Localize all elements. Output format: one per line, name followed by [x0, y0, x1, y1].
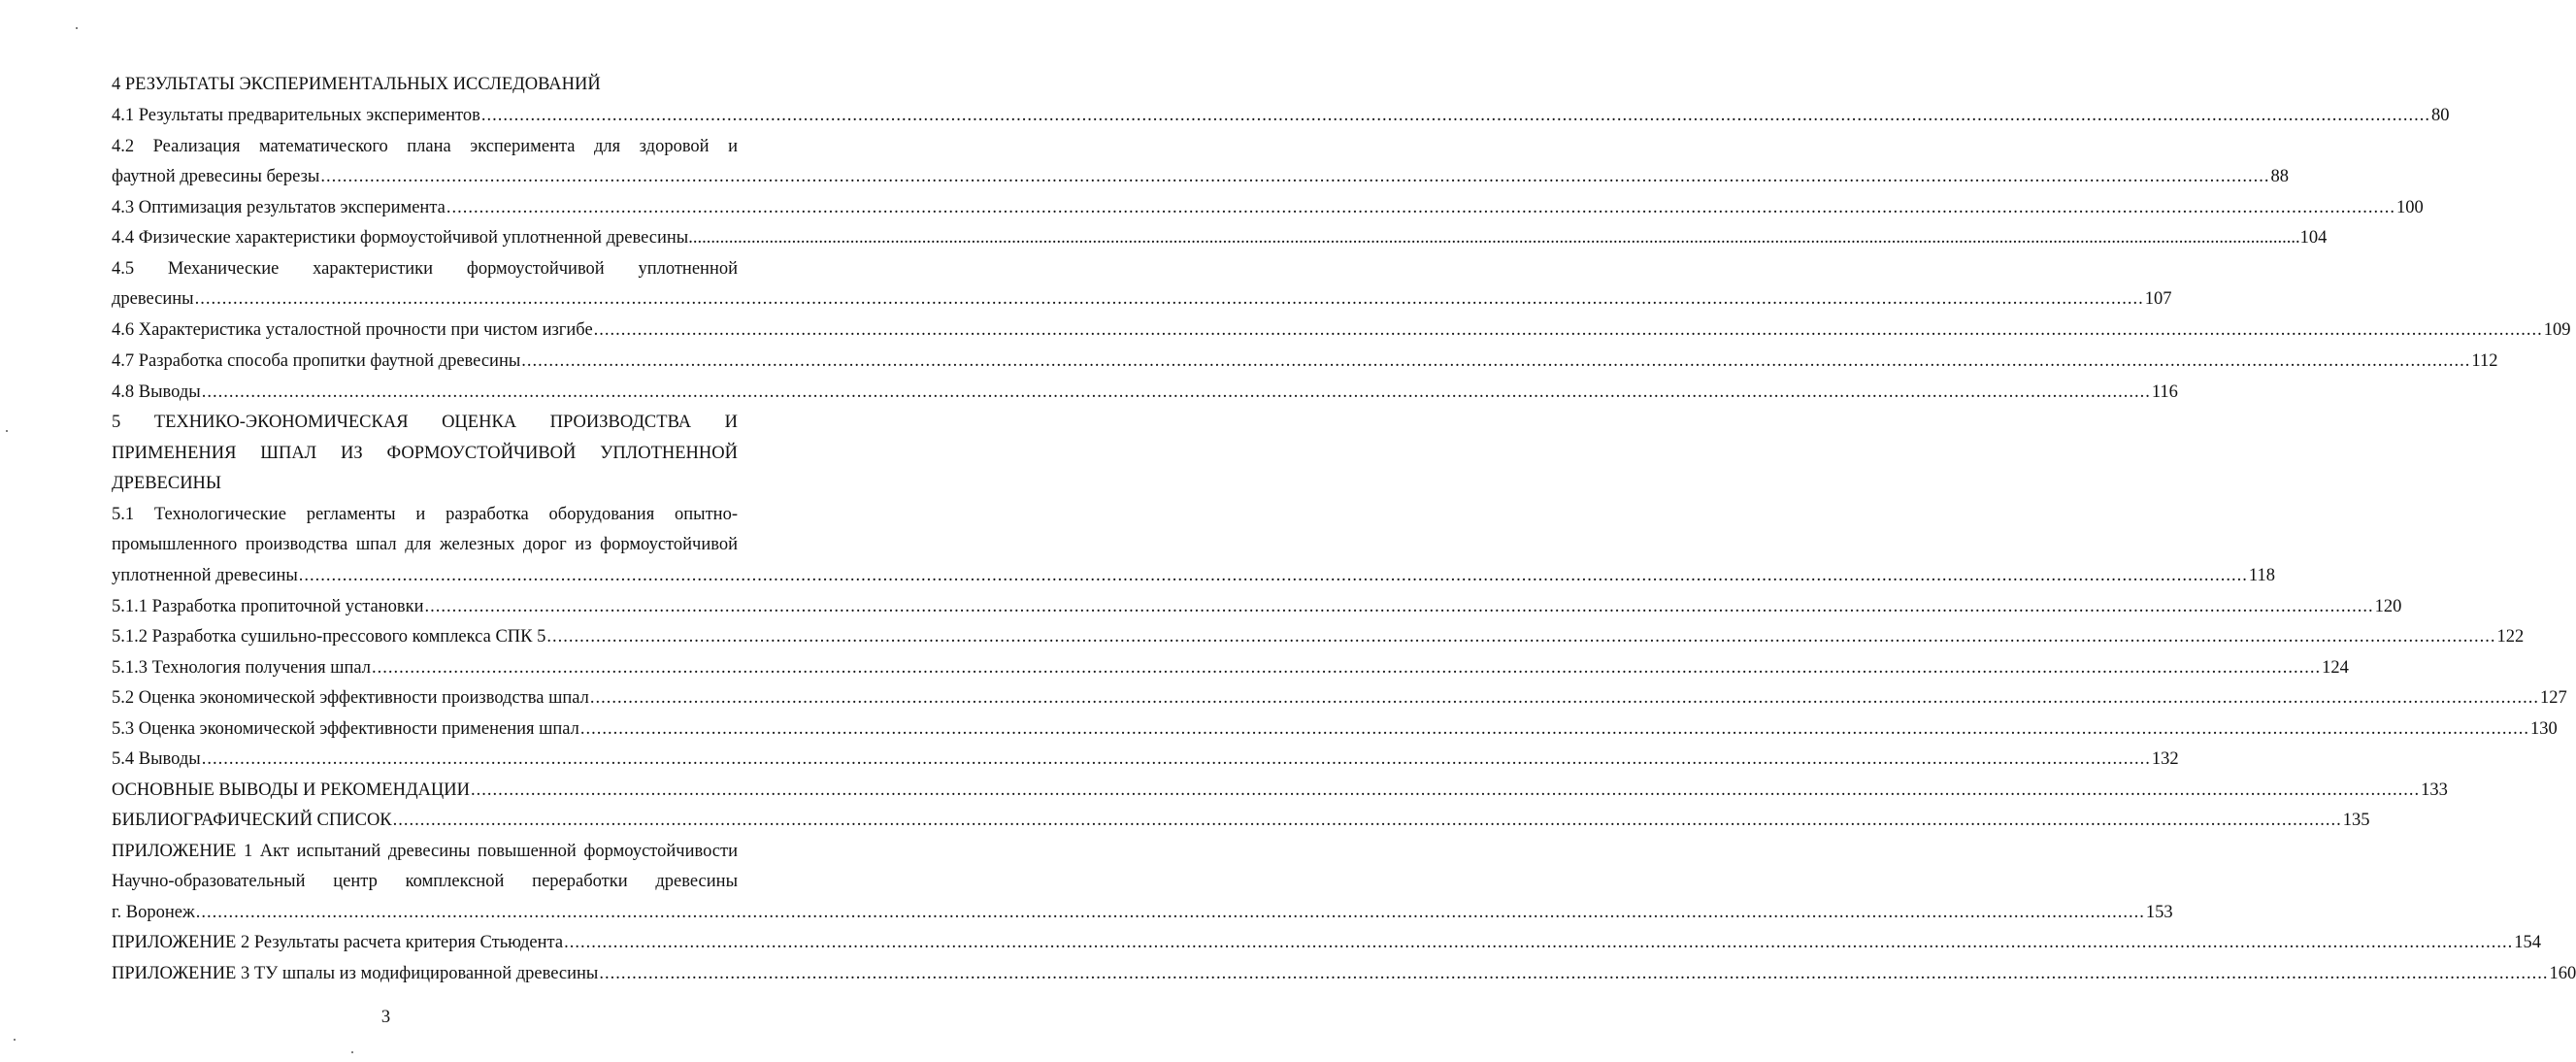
toc-dot-leader: [520, 347, 2471, 376]
toc-page-number: 130: [2530, 719, 2558, 739]
toc-entry-title: уплотненной древесины: [112, 566, 298, 585]
scan-speck: [76, 27, 78, 29]
toc-dot-leader: [424, 592, 2375, 621]
toc-heading-chapter-4: 4 РЕЗУЛЬТАТЫ ЭКСПЕРИМЕНТАЛЬНЫХ ИССЛЕДОВАНИЙ: [112, 75, 601, 94]
toc-entry-5-1-line2[interactable]: промышленного производства шпал для железных дорог из формоустойчивой: [112, 535, 738, 554]
toc-page-number: 80: [2431, 106, 2450, 125]
toc-page-number: 120: [2374, 597, 2402, 616]
toc-entry-4-2-line1[interactable]: 4.2 Реализация математического плана эксперимента для здоровой и: [112, 137, 738, 156]
toc-page-number: 107: [2144, 289, 2172, 309]
scan-speck: [351, 1051, 353, 1053]
toc-page-number: 104: [2299, 228, 2328, 248]
toc-entry-5-1-1[interactable]: [112, 592, 2402, 621]
toc-entry-4-6[interactable]: [112, 315, 2571, 345]
toc-entry-title: фаутной древесины березы: [112, 167, 320, 186]
toc-entry-title: 5.2 Оценка экономической эффективности производства шпал: [112, 688, 589, 708]
toc-dot-leader: [480, 101, 2431, 130]
toc-entry-title: 4.6 Характеристика усталостной прочности при чистом изгибе: [112, 320, 593, 340]
toc-page-number: 153: [2145, 903, 2173, 922]
toc-dot-leader: [201, 378, 2152, 407]
toc-page-number: 133: [2421, 780, 2448, 800]
toc-entry-title: 5.4 Выводы: [112, 749, 201, 769]
toc-dot-leader: [598, 959, 2549, 988]
toc-entry-title: ОСНОВНЫЕ ВЫВОДЫ И РЕКОМЕНДАЦИИ: [112, 780, 471, 800]
toc-page-number: 100: [2395, 198, 2424, 217]
toc-dot-leader: [201, 745, 2152, 774]
toc-dot-leader: [195, 898, 2146, 927]
toc-heading-chapter-5-line2: ПРИМЕНЕНИЯ ШПАЛ ИЗ ФОРМОУСТОЙЧИВОЙ УПЛОТНЕННОЙ: [112, 444, 738, 463]
toc-entry-title: 4.3 Оптимизация результатов эксперимента: [112, 198, 446, 217]
toc-entry-title: ПРИЛОЖЕНИЕ 3 ТУ шпалы из модифицированной древесины: [112, 964, 599, 983]
toc-page-number: 112: [2471, 351, 2498, 371]
toc-entry-5-1-2[interactable]: [112, 622, 2525, 651]
toc-entry-4-2[interactable]: [112, 162, 2289, 191]
toc-entry-appendix-1[interactable]: [112, 898, 2173, 927]
toc-entry-4-4[interactable]: [112, 223, 2328, 252]
toc-entry-title: 4.8 Выводы: [112, 382, 201, 402]
toc-page-number: 124: [2322, 658, 2349, 678]
toc-dot-leader: [392, 806, 2343, 835]
toc-dot-leader: [545, 622, 2496, 651]
toc-entry-title: ПРИЛОЖЕНИЕ 2 Результаты расчета критерия Стьюдента: [112, 933, 564, 952]
toc-page-number: 160: [2549, 964, 2576, 983]
toc-heading-chapter-5-line1: 5 ТЕХНИКО-ЭКОНОМИЧЕСКАЯ ОЦЕНКА ПРОИЗВОДСТВА И: [112, 413, 738, 432]
toc-entry-title: 4.4 Физические характеристики формоустойчивой уплотненной древесины: [112, 228, 689, 248]
toc-dot-leader: [319, 162, 2270, 191]
toc-entry-title: 5.1.2 Разработка сушильно-прессового комплекса СПК 5: [112, 627, 546, 647]
toc-dot-leader: [371, 653, 2322, 682]
toc-entry-conclusions[interactable]: [112, 776, 2448, 805]
toc-dot-leader: [470, 776, 2421, 805]
toc-entry-title: 4.1 Результаты предварительных экспериментов: [112, 106, 480, 125]
toc-entry-title: г. Воронеж: [112, 903, 195, 922]
toc-entry-4-3[interactable]: [112, 193, 2424, 222]
toc-entry-appendix-1-line2[interactable]: Научно-образовательный центр комплексной переработки древесины: [112, 872, 738, 891]
toc-entry-5-2[interactable]: [112, 683, 2567, 713]
toc-entry-5-3[interactable]: [112, 714, 2558, 744]
toc-dot-leader: [446, 193, 2396, 222]
toc-entry-4-1[interactable]: [112, 101, 2450, 130]
toc-page-number: 122: [2496, 627, 2525, 647]
toc-entry-appendix-3[interactable]: [112, 959, 2576, 988]
toc-page-number: 127: [2539, 688, 2567, 708]
toc-entry-4-5[interactable]: [112, 284, 2172, 314]
toc-entry-title: 4.7 Разработка способа пропитки фаутной древесины: [112, 351, 521, 371]
toc-dot-leader: [194, 284, 2145, 314]
toc-entry-bibliography[interactable]: [112, 806, 2370, 835]
toc-dot-leader: [593, 315, 2544, 345]
toc-entry-4-8[interactable]: [112, 378, 2178, 407]
toc-entry-title: 5.1.3 Технология получения шпал: [112, 658, 372, 678]
toc-entry-appendix-2[interactable]: [112, 928, 2541, 957]
toc-page-number: 132: [2151, 749, 2179, 769]
toc-dot-leader: ..... ..: [688, 223, 2299, 252]
toc-entry-appendix-1-line1[interactable]: ПРИЛОЖЕНИЕ 1 Акт испытаний древесины повышенной формоустойчивости: [112, 842, 738, 861]
toc-page-number: 88: [2270, 167, 2289, 186]
toc-entry-title: древесины: [112, 289, 194, 309]
toc-entry-4-5-line1[interactable]: 4.5 Механические характеристики формоустойчивой уплотненной: [112, 259, 738, 279]
toc-entry-title: 5.3 Оценка экономической эффективности применения шпал: [112, 719, 579, 739]
toc-page-number: 118: [2248, 566, 2275, 585]
toc-dot-leader: [563, 928, 2514, 957]
page-number: 3: [380, 1008, 391, 1027]
toc-page-number: 154: [2514, 933, 2541, 952]
toc-entry-5-1[interactable]: [112, 561, 2275, 590]
toc-entry-5-1-3[interactable]: [112, 653, 2349, 682]
toc-dot-leader: [298, 561, 2249, 590]
toc-entry-4-7[interactable]: [112, 347, 2498, 376]
toc-dot-leader: [579, 714, 2530, 744]
toc-page-number: 116: [2151, 382, 2178, 402]
toc-entry-5-1-line1[interactable]: 5.1 Технологические регламенты и разработка оборудования опытно-: [112, 505, 738, 524]
scan-speck: [14, 1039, 16, 1041]
toc-dot-leader: [589, 683, 2540, 713]
scan-speck: [6, 430, 8, 432]
toc-heading-chapter-5-line3: ДРЕВЕСИНЫ: [112, 474, 222, 493]
toc-page-number: 109: [2543, 320, 2571, 340]
toc-page-number: 135: [2342, 811, 2370, 830]
toc-entry-title: БИБЛИОГРАФИЧЕСКИЙ СПИСОК: [112, 811, 392, 830]
toc-entry-5-4[interactable]: [112, 745, 2179, 774]
toc-entry-title: 5.1.1 Разработка пропиточной установки: [112, 597, 424, 616]
